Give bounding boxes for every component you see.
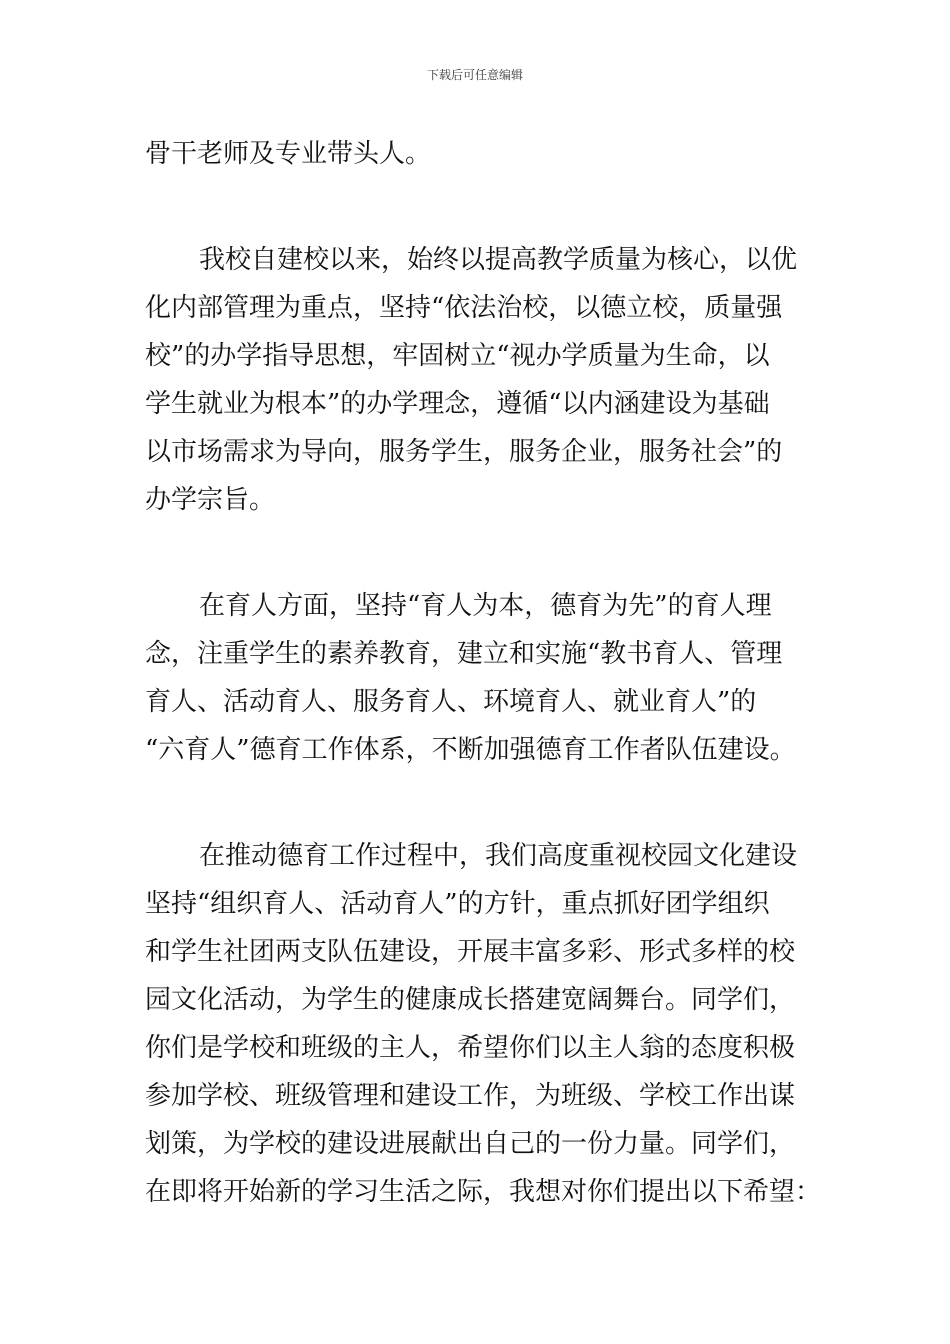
text-line: 育人、活动育人、服务育人、环境育人、就业育人”的 bbox=[145, 687, 757, 717]
text-line: 学生就业为根本”的办学理念，遵循“以内涵建设为基础 bbox=[145, 389, 770, 419]
text-line: 坚持“组织育人、活动育人”的方针，重点抓好团学组织 bbox=[145, 889, 770, 919]
text-line: 参加学校、班级管理和建设工作，为班级、学校工作出谋 bbox=[145, 1081, 796, 1111]
text-line: 和学生社团两支队伍建设，开展丰富多彩、形式多样的校 bbox=[145, 937, 796, 967]
text-line: 在推动德育工作过程中，我们高度重视校园文化建设 bbox=[199, 841, 798, 871]
text-line: 园文化活动，为学生的健康成长搭建宽阔舞台。同学们， bbox=[145, 985, 796, 1015]
paragraph-3 bbox=[145, 582, 810, 774]
paragraph-gap bbox=[145, 524, 810, 582]
text-line: 以市场需求为导向，服务学生，服务企业，服务社会”的 bbox=[145, 437, 783, 467]
paragraph-gap bbox=[145, 178, 810, 236]
text-line: 我校自建校以来，始终以提高教学质量为核心，以优 bbox=[199, 245, 798, 275]
paragraph-4 bbox=[145, 832, 822, 1216]
paragraph-gap bbox=[145, 774, 810, 832]
text-line: 化内部管理为重点，坚持“依法治校，以德立校，质量强 bbox=[145, 293, 783, 323]
text-line: “六育人”德育工作体系，不断加强德育工作者队伍建设。 bbox=[145, 735, 796, 765]
paragraph-2 bbox=[145, 236, 810, 524]
page-header: 下载后可任意编辑 bbox=[426, 68, 523, 82]
text-line: 校”的办学指导思想，牢固树立“视办学质量为生命，以 bbox=[145, 341, 770, 371]
text-line: 在育人方面，坚持“育人为本，德育为先”的育人理 bbox=[199, 591, 772, 621]
text-line: 划策，为学校的建设进展献出自己的一份力量。同学们， bbox=[145, 1129, 796, 1159]
text-line: 办学宗旨。 bbox=[145, 485, 276, 515]
text-line: 念，注重学生的素养教育，建立和实施“教书育人、管理 bbox=[145, 639, 783, 669]
document-body bbox=[145, 130, 822, 1216]
text-line: 骨干老师及专业带头人。 bbox=[145, 139, 432, 169]
paragraph-1 bbox=[145, 130, 810, 178]
text-line: 你们是学校和班级的主人，希望你们以主人翁的态度积极 bbox=[145, 1033, 796, 1063]
text-line: 在即将开始新的学习生活之际，我想对你们提出以下希望： bbox=[145, 1177, 822, 1207]
